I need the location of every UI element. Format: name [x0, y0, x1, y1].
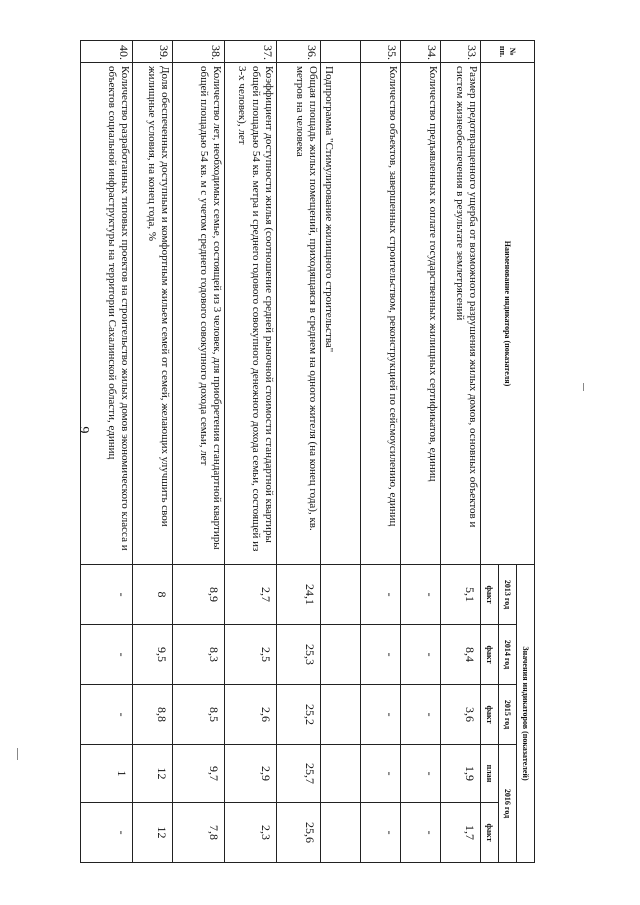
empty-cell	[321, 685, 361, 745]
row-value: 25,2	[277, 685, 321, 745]
row-value: 8,5	[173, 685, 225, 745]
row-value: 12	[133, 803, 173, 863]
table-row	[277, 41, 321, 863]
indicator-table-rotated	[105, 40, 535, 862]
year-header: 2016 год	[499, 745, 517, 863]
row-value: -	[81, 685, 133, 745]
sub-header: факт	[481, 565, 499, 625]
row-value: 25,6	[277, 803, 321, 863]
row-number: 36.	[277, 41, 321, 63]
row-name: Коэффициент доступности жилья (соотношение средней рыночной стоимости стандартной квартиры общей площадью 54 кв. метра и среднего годового совокупного денежного дохода семьи, состоящей из 3-х человек), лет	[225, 63, 277, 565]
row-value: -	[81, 625, 133, 685]
row-value: -	[361, 625, 401, 685]
row-value: 8	[133, 565, 173, 625]
row-value: -	[401, 745, 441, 803]
row-value: -	[361, 745, 401, 803]
row-value: -	[81, 803, 133, 863]
row-value: 8,8	[133, 685, 173, 745]
row-value: 1	[81, 745, 133, 803]
empty-cell	[321, 565, 361, 625]
row-value: 12	[133, 745, 173, 803]
row-value: 25,7	[277, 745, 321, 803]
row-value: 5,1	[441, 565, 481, 625]
table-row	[361, 41, 401, 863]
row-value: 24,1	[277, 565, 321, 625]
table-row	[133, 41, 173, 863]
row-name: Размер предотвращенного ущерба от возможного разрушения жилых домов, основных объектов и систем жизнеобеспечения в результате землетрясений	[441, 63, 481, 565]
col-num-header: № пп.	[481, 41, 535, 63]
row-value: 2,3	[225, 803, 277, 863]
empty-cell	[321, 41, 361, 63]
row-value: 2,5	[225, 625, 277, 685]
row-value: 9,7	[173, 745, 225, 803]
sub-header: факт	[481, 625, 499, 685]
empty-cell	[321, 803, 361, 863]
row-value: -	[361, 685, 401, 745]
col-name-header: Наименование индикатора (показателя)	[481, 63, 535, 565]
row-value: -	[81, 565, 133, 625]
row-value: 2,9	[225, 745, 277, 803]
row-number: 33.	[441, 41, 481, 63]
row-value: -	[401, 685, 441, 745]
row-value: 8,4	[441, 625, 481, 685]
row-value: 7,8	[173, 803, 225, 863]
year-header: 2014 год	[499, 625, 517, 685]
table-row	[401, 41, 441, 863]
table-row	[81, 41, 133, 863]
year-header: 2015 год	[499, 685, 517, 745]
table-row	[441, 41, 481, 863]
scan-mark	[583, 383, 584, 391]
row-name: Общая площадь жилых помещений, приходящаяся в среднем на одного жителя (на конец года), кв. метров на человека	[277, 63, 321, 565]
row-value: 3,6	[441, 685, 481, 745]
row-number: 38.	[173, 41, 225, 63]
row-number: 35.	[361, 41, 401, 63]
empty-cell	[321, 625, 361, 685]
row-value: 1,7	[441, 803, 481, 863]
indicators-table	[80, 40, 535, 863]
subprogram-title: Подпрограмма "Стимулирование жилищного строительства"	[321, 63, 361, 565]
row-number: 40.	[81, 41, 133, 63]
row-number: 37.	[225, 41, 277, 63]
row-name: Доля обеспеченных доступным и комфортным жильем семей от семей, желающих улучшить свои жилищные условия, на конец года, %	[133, 63, 173, 565]
subprogram-row	[321, 41, 361, 863]
row-value: -	[401, 803, 441, 863]
row-value: 9,5	[133, 625, 173, 685]
row-value: -	[361, 565, 401, 625]
row-name: Количество объектов, завершенных строительством, реконструкцией по сейсмоусилению, единиц	[361, 63, 401, 565]
row-name: Количество лет, необходимых семье, состоящей из 3 человек, для приобретения стандартной квартиры общей площадью 54 кв. м с учетом среднего годового совокупного дохода семьи, лет	[173, 63, 225, 565]
scan-mark	[17, 748, 18, 760]
empty-cell	[321, 745, 361, 803]
row-value: -	[401, 565, 441, 625]
row-value: 8,9	[173, 565, 225, 625]
table-row	[225, 41, 277, 863]
row-number: 34.	[401, 41, 441, 63]
row-value: 25,3	[277, 625, 321, 685]
col-values-header: Значения индикаторов (показателей)	[517, 565, 535, 863]
row-value: -	[401, 625, 441, 685]
row-value: -	[361, 803, 401, 863]
row-value: 1,9	[441, 745, 481, 803]
sub-header: факт	[481, 803, 499, 863]
row-value: 2,7	[225, 565, 277, 625]
sub-header: факт	[481, 685, 499, 745]
year-header: 2013 год	[499, 565, 517, 625]
row-name: Количество разработанных типовых проектов на строительство жилых домов экономического класса и объектов социальной инфраструктуры на территории Сахалинской области, единиц	[81, 63, 133, 565]
page-number: 6	[78, 426, 93, 434]
row-value: 2,6	[225, 685, 277, 745]
row-number: 39.	[133, 41, 173, 63]
sub-header: план	[481, 745, 499, 803]
row-value: 8,3	[173, 625, 225, 685]
table-row	[173, 41, 225, 863]
row-name: Количество предъявленных к оплате государственных жилищных сертификатов, единиц	[401, 63, 441, 565]
